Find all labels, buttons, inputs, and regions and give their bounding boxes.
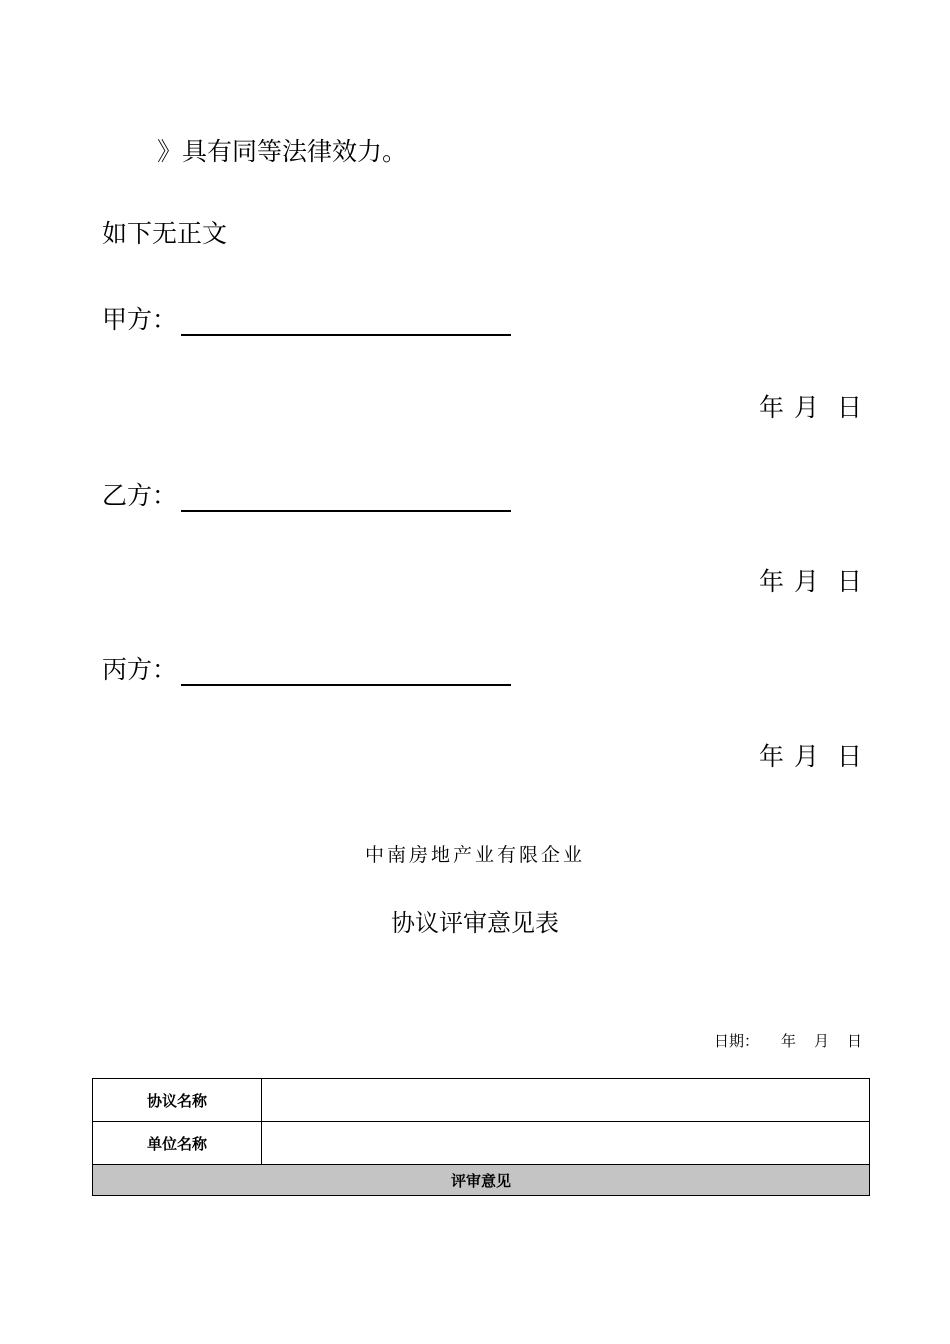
party-b-signature-line[interactable]	[181, 484, 511, 512]
party-b-signature	[102, 476, 511, 512]
party-b-label: 乙方：	[102, 481, 178, 510]
unit-name-label: 单位名称	[93, 1122, 262, 1165]
review-table	[92, 1078, 870, 1196]
date-day: 日	[836, 393, 862, 422]
review-opinion-header-row	[93, 1165, 870, 1196]
review-opinion-header: 评审意见	[93, 1165, 870, 1196]
date-day: 日	[836, 567, 862, 596]
table-row	[93, 1122, 870, 1165]
date-year: 年	[758, 742, 784, 771]
party-a-label: 甲方：	[102, 305, 178, 334]
party-c-signature	[102, 650, 511, 686]
party-c-signature-line[interactable]	[181, 658, 511, 686]
agreement-name-field[interactable]	[262, 1079, 870, 1122]
date-year: 年	[758, 393, 784, 422]
form-date-month: 月	[813, 1032, 829, 1050]
form-date-label: 日期：	[713, 1032, 759, 1050]
unit-name-field[interactable]	[262, 1122, 870, 1165]
form-date-day: 日	[846, 1032, 862, 1050]
table-row	[93, 1079, 870, 1122]
date-month: 月	[793, 742, 819, 771]
form-title: 协议评审意见表	[391, 909, 559, 937]
agreement-name-label: 协议名称	[93, 1079, 262, 1122]
date-month: 月	[793, 393, 819, 422]
party-c-date	[759, 737, 862, 773]
form-date-year: 年	[780, 1032, 796, 1050]
date-day: 日	[836, 742, 862, 771]
party-a-signature	[102, 300, 511, 336]
form-date	[714, 1030, 862, 1051]
party-a-signature-line[interactable]	[181, 308, 511, 336]
party-c-label: 丙方：	[102, 655, 178, 684]
date-year: 年	[758, 567, 784, 596]
company-name: 中南房地产业有限企业	[364, 844, 585, 866]
date-month: 月	[793, 567, 819, 596]
continuation-text: 》具有同等法律效力。	[157, 137, 408, 166]
no-body-text: 如下无正文	[102, 219, 228, 248]
party-b-date	[759, 562, 862, 598]
party-a-date	[759, 388, 862, 424]
